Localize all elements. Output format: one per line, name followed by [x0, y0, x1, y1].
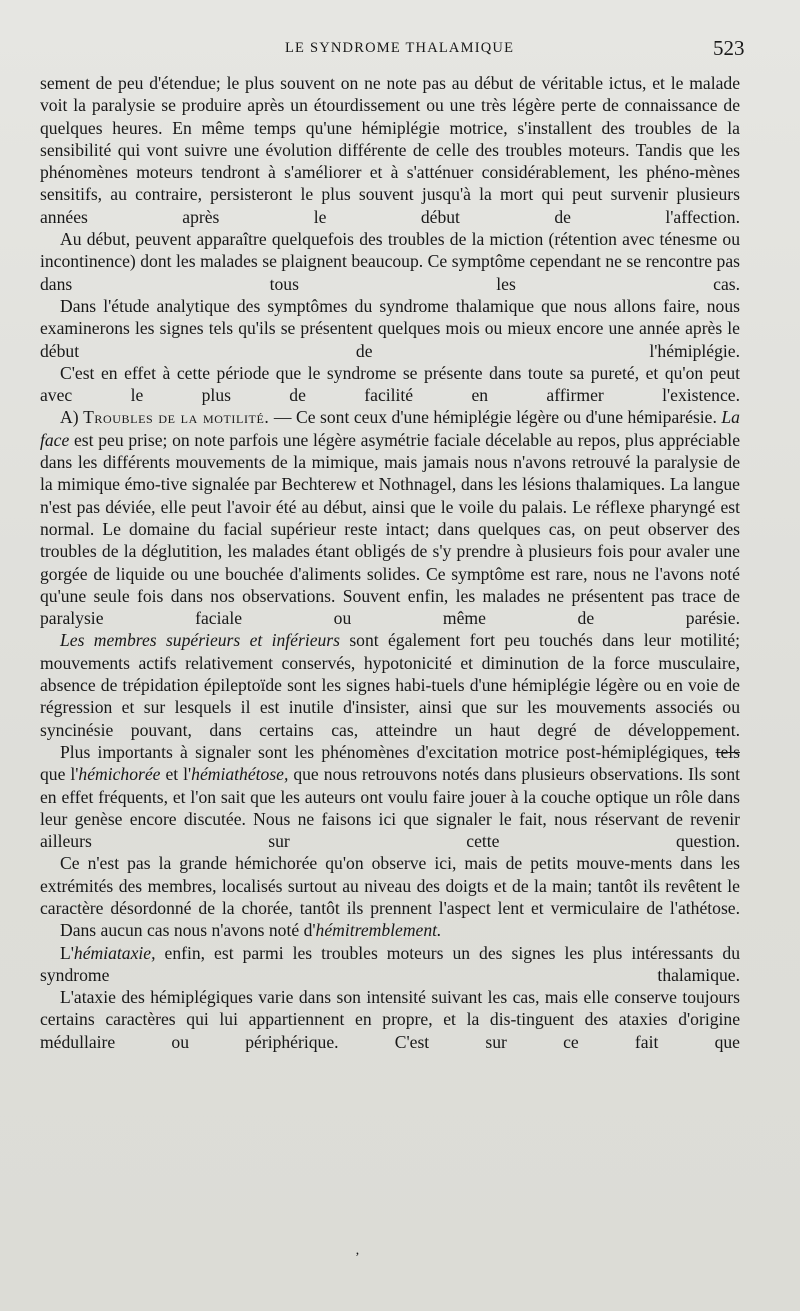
page-header — [0, 36, 800, 60]
paragraph-text: que nous retrouvons notés dans plusieurs observations. Ils sont en effet fréquents, et l'on sait que les auteurs ont voulu faire jouer à la couche optique un rôle dans leur genèse encore discutée. Nous ne faisons ici que signaler le fait, nous réservant de revenir ailleurs sur cette question. — [40, 764, 740, 852]
section-heading: Troubles de la motilité. — [83, 407, 270, 428]
paragraph-text: sement de peu d'étendue; le plus souvent on ne note pas au début de véritable ictus, et le malade voit la paralysie se produire après un étourdissement ou une très légère perte de connaissance de quelques heures. En même temps qu'une hémiplégie motrice, s'installent des troubles de la sensibilité qui vont suivre une évolution différente de celle des troubles moteurs. Tandis que les phénomènes moteurs tendront à s'améliorer et à s'atténuer considérablement, les phéno-mènes sensitifs, au contraire, persisteront le plus souvent jusqu'à la mort qui peut survenir plusieurs années après le début de l'affection. — [40, 73, 740, 227]
paragraph-text: Dans l'étude analytique des symptômes du syndrome thalamique que nous allons faire, nous examinerons les signes tels qu'ils se présentent quelques mois ou mieux encore une année après le début de l'hémiplégie. — [40, 295, 740, 361]
paragraph-text: et l' — [160, 764, 192, 785]
paragraph-4 — [40, 362, 740, 407]
section-letter: A) — [60, 407, 84, 428]
paragraph-10 — [40, 942, 740, 987]
italic-term: Les membres supérieurs et inférieurs — [60, 630, 341, 651]
paragraph-11 — [40, 986, 740, 1053]
italic-term: hémichorée — [78, 764, 161, 785]
italic-term: hémiathétose, — [191, 764, 289, 785]
paragraph-text: sont également fort peu touchés dans leur motilité; mouvements actifs relativement conservés, hypotonicité et diminution de la force musculaire, absence de trépidation épileptoïde sont les signes habi-tuels d'une hémiplégie légère ou en voie de régression et sur lesquels il est inutile d'insister, ainsi que sur les mouvements associés ou syncinésie pouvant, dans certains cas, atteindre un haut degré de développement. — [40, 630, 740, 740]
paragraph-text: est peu prise; on note parfois une légère asymétrie faciale décelable au repos, plus appréciable dans les différents mouvements de la mimique, mais jamais nous n'avons retrouvé la paralysie de la mimique émo-tive signalée par Bechterew et Nothnagel, dans les lésions thalamiques. La langue n'est pas déviée, elle peut l'avoir été au début, ainsi que le voile du palais. Le réflexe pharyngé est normal. Le domaine du facial supérieur reste intact; dans quelques cas, on peut observer des troubles de la déglutition, les malades étant obligés de s'y prendre à plusieurs fois pour avaler une gorgée de liquide ou une bouchée d'aliments solides. Ce symptôme est rare, nous ne l'avons noté qu'une seule fois dans nos observations. Souvent enfin, les malades ne présentent pas trace de paralysie faciale ou même de parésie. — [40, 429, 740, 629]
paragraph-text: — Ce sont ceux d'une hémiplégie légère ou d'une hémiparésie. — [269, 407, 722, 428]
paragraph-text: L' — [60, 942, 74, 963]
struck-word: tels — [715, 741, 740, 762]
paragraph-text: Ce n'est pas la grande hémichorée qu'on observe ici, mais de petits mouve-ments dans les extrémités des membres, localisés surtout au niveau des doigts et de la main; tantôt ils revêtent le caractère désordonné de la chorée, tantôt ils prennent l'aspect lent et vermiculaire de l'athétose. — [40, 853, 740, 918]
paragraph-1 — [40, 72, 740, 228]
paragraph-5 — [40, 406, 740, 629]
italic-term: hémitremblement. — [315, 920, 442, 941]
body-text — [40, 72, 740, 1053]
page-mark: ‚ — [355, 1243, 360, 1258]
italic-term: La face — [40, 407, 740, 450]
paragraph-2 — [40, 228, 740, 295]
paragraph-text: enfin, est parmi les troubles moteurs un des signes les plus intéressants du syndrome thalamique. — [40, 942, 740, 985]
paragraph-8 — [40, 852, 740, 919]
paragraph-text: Plus importants à signaler sont les phénomènes d'excitation motrice post-hémiplégiques, — [60, 741, 716, 762]
italic-term: hémiataxie, — [73, 942, 156, 963]
paragraph-text: C'est en effet à cette période que le syndrome se présente dans toute sa pureté, et qu'on peut avec le plus de facilité en affirmer l'existence. — [40, 362, 740, 406]
paragraph-text: Dans aucun cas nous n'avons noté d' — [60, 920, 316, 941]
paragraph-text: L'ataxie des hémiplégiques varie dans son intensité suivant les cas, mais elle conserve toujours certains caractères qui lui appartiennent en propre, et la dis-tinguent des ataxies d'origine médullaire ou périphérique. C'est sur ce fait que — [40, 987, 740, 1052]
paragraph-6 — [40, 629, 740, 740]
paragraph-7 — [40, 741, 740, 852]
page-number: 523 — [713, 36, 745, 60]
paragraph-text: que l' — [40, 764, 79, 785]
paragraph-text: Au début, peuvent apparaître quelquefois des troubles de la miction (rétention avec ténesme ou incontinence) dont les malades se plaignent beaucoup. Ce symptôme cependant ne se rencontre pas dans tous les cas. — [40, 229, 740, 294]
running-head: LE SYNDROME THALAMIQUE — [285, 40, 515, 56]
paragraph-9 — [40, 919, 740, 941]
paragraph-3 — [40, 295, 740, 362]
